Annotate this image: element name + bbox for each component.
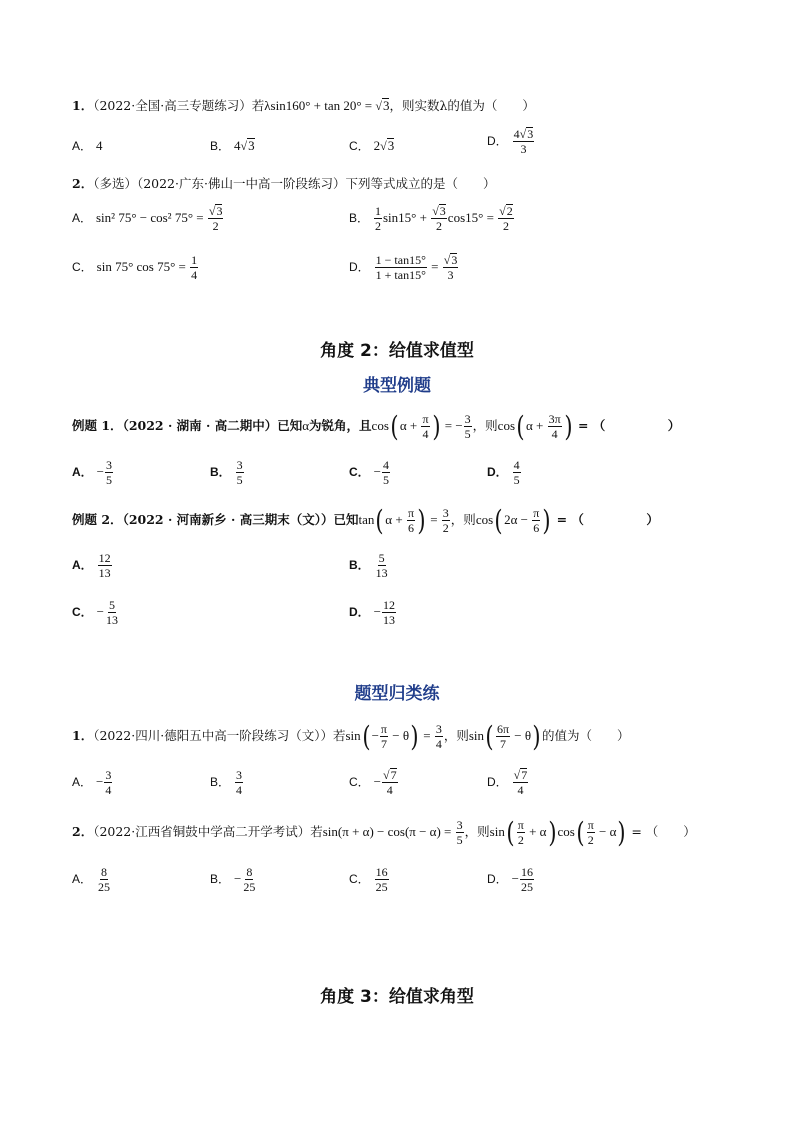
example-2: 例题 2．（2022 · 河南新乡 · 高三期末（文））已知tan(α + $\frac{\pi}{6}$ ) = $\frac{3}{2}$ ，则cos(2α − $\frac{\pi}{6}$ ) = （ ）	[72, 503, 659, 537]
q2-option-b[interactable]: B． $\frac{1}{2}$ sin15° + $\frac{√3}{2}$ cos15° = $\frac{√2}{2}$	[349, 204, 513, 233]
fraction: $\frac{√3}{2}$	[208, 204, 223, 233]
p1-option-c[interactable]: C． − $\frac{√7}{4}$	[349, 768, 397, 797]
fraction: $\frac{\pi}{2}$	[587, 818, 594, 847]
p2-option-a[interactable]: A． $\frac{8}{25}$	[72, 865, 110, 894]
fraction: $\frac{5}{13}$	[375, 551, 388, 580]
fraction: $\frac{3}{5}$	[236, 458, 243, 487]
q1-option-d[interactable]: D． $\frac{4√3}{3}$	[487, 127, 534, 156]
fraction: $\frac{4√3}{3}$	[513, 127, 534, 156]
ex1-option-c[interactable]: C． − $\frac{4}{5}$	[349, 458, 389, 487]
fraction: $\frac{3}{4}$	[236, 768, 242, 797]
q1-option-b[interactable]: B． 4√3	[210, 138, 255, 153]
fraction: $\frac{\pi}{6}$	[533, 506, 540, 535]
fraction: $\frac{\pi}{6}$	[407, 506, 415, 535]
fraction: $\frac{√3}{3}$	[443, 253, 458, 282]
question-1: 1．（2022·全国·高三专题练习）若λsin160° + tan 20° = √3，则实数λ的值为（ ）	[72, 98, 535, 113]
p1-option-b[interactable]: B． $\frac{3}{4}$	[210, 768, 242, 797]
fraction: $\frac{16}{25}$	[521, 865, 533, 894]
fraction: $\frac{\pi}{2}$	[517, 818, 524, 847]
q2-option-a[interactable]: A． sin² 75° − cos² 75° = $\frac{√3}{2}$	[72, 204, 223, 233]
example-1: 例题 1．（2022 · 湖南 · 高二期中）已知α为锐角，且cos(α + $\frac{\pi}{4}$ ) = − $\frac{3}{5}$ ，则cos(α + $\frac{3\pi}{4}$ ) = （ ）	[72, 409, 681, 443]
ex1-option-a[interactable]: A． − $\frac{3}{5}$	[72, 458, 112, 487]
fraction: $\frac{√2}{2}$	[499, 204, 513, 233]
fraction: $\frac{3}{2}$	[442, 506, 449, 535]
ex2-option-d[interactable]: D． − $\frac{12}{13}$	[349, 598, 395, 627]
question-text: （多选）（2022·广东·佛山一中高一阶段练习）下列等式成立的是（ ）	[93, 176, 496, 191]
fraction: $\frac{6\pi}{7}$	[496, 722, 510, 751]
p2-option-b[interactable]: B． − $\frac{8}{25}$	[210, 865, 256, 894]
p1-option-d[interactable]: D． $\frac{√7}{4}$	[487, 768, 528, 797]
practice-question-2: 2．（2022·江西省铜鼓中学高二开学考试）若sin(π + α) − cos(π − α) = $\frac{3}{5}$ ，则sin( $\frac{\pi}{2}$ + α)cos( $\frac{\pi}{2}$ − α) = （ ）	[72, 815, 696, 849]
fraction: $\frac{16}{25}$	[375, 865, 388, 894]
question-2	[72, 174, 495, 192]
fraction: $\frac{\pi}{7}$	[380, 722, 387, 751]
section-title-angle3: 角度 3：给值求角型	[320, 987, 474, 1007]
fraction: $\frac{8}{25}$	[98, 865, 110, 894]
fraction: $\frac{3}{5}$	[106, 458, 112, 487]
question-tail: ，则实数λ的值为（ ）	[389, 98, 535, 113]
fraction: $\frac{4}{5}$	[383, 458, 389, 487]
fraction: $\frac{1 - \tan 15^\circ}{1 + \tan 15^\circ}$	[375, 253, 426, 282]
fraction: $\frac{√3}{2}$	[432, 204, 446, 233]
fraction: $\frac{3}{4}$	[435, 722, 442, 751]
ex2-option-a[interactable]: A． $\frac{12}{13}$	[72, 551, 111, 580]
fraction: $\frac{√7}{4}$	[383, 768, 397, 797]
fraction: $\frac{3}{5}$	[456, 818, 463, 847]
fraction: $\frac{3\pi}{4}$	[548, 412, 561, 441]
radicand: 3	[382, 98, 390, 113]
question-number: 2．	[72, 176, 94, 191]
fraction: $\frac{8}{25}$	[243, 865, 256, 894]
q1-option-a[interactable]: A． 4	[72, 138, 103, 153]
p2-option-d[interactable]: D． − $\frac{16}{25}$	[487, 865, 533, 894]
q2-option-d[interactable]: D． $\frac{1 - \tan 15^\circ}{1 + \tan 15^\circ}$ = $\frac{√3}{3}$	[349, 253, 458, 282]
ex1-option-d[interactable]: D． $\frac{4}{5}$	[487, 458, 520, 487]
fraction: $\frac{4}{5}$	[513, 458, 520, 487]
subsection-title-examples: 典型例题	[363, 376, 431, 396]
fraction: $\frac{3}{5}$	[464, 412, 471, 441]
fraction: $\frac{√7}{4}$	[513, 768, 528, 797]
math-expression: λsin160° + tan 20° =	[264, 98, 376, 113]
ex2-option-b[interactable]: B． $\frac{5}{13}$	[349, 551, 388, 580]
fraction: $\frac{3}{4}$	[105, 768, 112, 797]
p2-option-c[interactable]: C． $\frac{16}{25}$	[349, 865, 388, 894]
fraction: $\frac{1}{4}$	[191, 253, 198, 282]
p1-option-a[interactable]: A． − $\frac{3}{4}$	[72, 768, 112, 797]
fraction: $\frac{\pi}{4}$	[422, 412, 429, 441]
section-title-angle2: 角度 2：给值求值型	[320, 341, 474, 361]
practice-question-1: 1．（2022·四川·德阳五中高一阶段练习（文））若sin(− $\frac{\pi}{7}$ − θ) = $\frac{3}{4}$ ，则sin( $\frac{6\pi}{7}$ − θ)的值为（ ）	[72, 719, 630, 753]
fraction: $\frac{1}{2}$	[375, 204, 381, 233]
fraction: $\frac{5}{13}$	[106, 598, 118, 627]
question-number: 1．	[72, 98, 94, 113]
q1-option-c[interactable]: C． 2√3	[349, 138, 395, 153]
q2-option-c[interactable]: C． sin 75° cos 75° = $\frac{1}{4}$	[72, 253, 198, 282]
fraction: $\frac{12}{13}$	[98, 551, 111, 580]
section-title-practice: 题型归类练	[354, 684, 440, 704]
question-source: （2022·全国·高三专题练习）若	[93, 98, 265, 113]
fraction: $\frac{12}{13}$	[383, 598, 395, 627]
ex2-option-c[interactable]: C． − $\frac{5}{13}$	[72, 598, 118, 627]
ex1-option-b[interactable]: B． $\frac{3}{5}$	[210, 458, 243, 487]
